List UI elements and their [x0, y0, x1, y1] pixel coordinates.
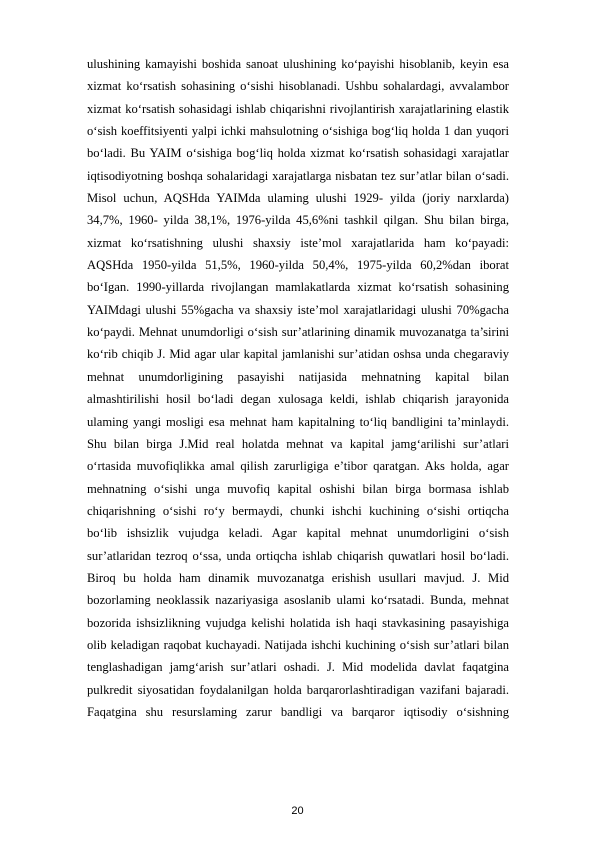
- text-line: bo‘Igan. 1990-yillarda rivojlangan mamlakatlarda xizmat ko‘rsatish sohasining: [87, 280, 509, 295]
- text-line: mehnat unumdorligining pasayishi natijasida mehnatning kapital bilan: [87, 369, 509, 384]
- text-line: chiqarishning o‘sishi ro‘y bermaydi, chunki ishchi kuchining o‘sishi ortiqcha: [87, 503, 509, 518]
- text-line: bozorlaming neoklassik nazariyasiga asoslanib ulami ko‘rsatadi. Bunda, mehnat: [87, 593, 509, 608]
- text-line: mehnatning o‘sishi unga muvofiq kapital oshishi bilan birga bormasa ishlab: [87, 481, 509, 496]
- text-line: o‘rtasida muvofiqlikka amal qilish zarurligiga e’tibor qaratgan. Aks holda, agar: [87, 459, 509, 474]
- text-line: YAIMdagi ulushi 55%gacha va shaxsiy iste’mol xarajatlaridagi ulushi 70%gacha: [87, 302, 509, 317]
- text-line: bozorida ishsizlikning vujudga kelishi holatida ish haqi stavkasining pasayishiga: [87, 615, 509, 630]
- page-body-text: [87, 53, 509, 723]
- text-line: ulaming yangi mosligi esa mehnat ham kapitalning to‘liq bandligini ta’minlaydi.: [87, 414, 509, 429]
- text-line: xizmat ko‘rsatish sohasidagi ishlab chiqarishni rivojlantirish xarajatlarining elastik: [87, 101, 509, 116]
- text-line: sur’atlaridan tezroq o‘ssa, unda ortiqcha ishlab chiqarish quwatlari hosil bo‘ladi.: [87, 548, 509, 563]
- text-line: xizmat ko‘rsatishning ulushi shaxsiy iste’mol xarajatlarida ham ko‘payadi:: [87, 235, 509, 250]
- page-number: 20: [291, 805, 304, 817]
- text-line: Faqatgina shu resurslaming zarur bandligi va barqaror iqtisodiy o‘sishning: [87, 704, 509, 719]
- text-line: xizmat ko‘rsatish sohasining o‘sishi hisoblanadi. Ushbu sohalardagi, avvalambor: [87, 79, 509, 94]
- text-line: 34,7%, 1960- yilda 38,1%, 1976-yilda 45,6%ni tashkil qilgan. Shu bilan birga,: [87, 213, 509, 228]
- text-line: ulushining kamayishi boshida sanoat ulushining ko‘payishi hisoblanib, keyin esa: [87, 57, 509, 71]
- text-line: olib keladigan raqobat kuchayadi. Natijada ishchi kuchining o‘sish sur’atlari bilan: [87, 637, 509, 652]
- text-line: Shu bilan birga J.Mid real holatda mehnat va kapital jamg‘arilishi sur’atlari: [87, 436, 509, 451]
- text-line: iqtisodiyotning boshqa sohalaridagi xarajatlarga nisbatan tez sur’atlar bilan o‘sadi.: [87, 168, 509, 183]
- text-line: AQSHda 1950-yilda 51,5%, 1960-yilda 50,4%, 1975-yilda 60,2%dan iborat: [87, 258, 509, 273]
- text-line: almashtirilishi hosil bo‘ladi degan xulosaga keldi, ishlab chiqarish jarayonida: [87, 392, 509, 407]
- text-line: bo‘ladi. Bu YAIM o‘sishiga bog‘liq holda xizmat ko‘rsatish sohasidagi xarajatlar: [87, 146, 509, 161]
- text-line: ko‘rib chiqib J. Mid agar ular kapital jamlanishi sur’atidan oshsa unda chegaraviy: [87, 347, 509, 362]
- text-line: o‘sish koeffitsiyenti yalpi ichki mahsulotning o‘sishiga bog‘liq holda 1 dan yuqori: [87, 124, 509, 139]
- text-line: ko‘paydi. Mehnat unumdorligi o‘sish sur’atlarining dinamik muvozanatga ta’sirini: [87, 325, 509, 340]
- text-line: Biroq bu holda ham dinamik muvozanatga erishish usullari mavjud. J. Mid: [87, 570, 509, 585]
- text-line: bo‘lib ishsizlik vujudga keladi. Agar kapital mehnat unumdorligini o‘sish: [87, 526, 509, 541]
- text-line: pulkredit siyosatidan foydalanilgan holda barqarorlashtiradigan vazifani bajaradi.: [87, 682, 509, 697]
- text-line: tenglashadigan jamg‘arish sur’atlari oshadi. J. Mid modelida davlat faqatgina: [87, 660, 509, 675]
- text-line: Misol uchun, AQSHda YAIMda ulaming ulushi 1929- yilda (joriy narxlarda): [87, 191, 509, 206]
